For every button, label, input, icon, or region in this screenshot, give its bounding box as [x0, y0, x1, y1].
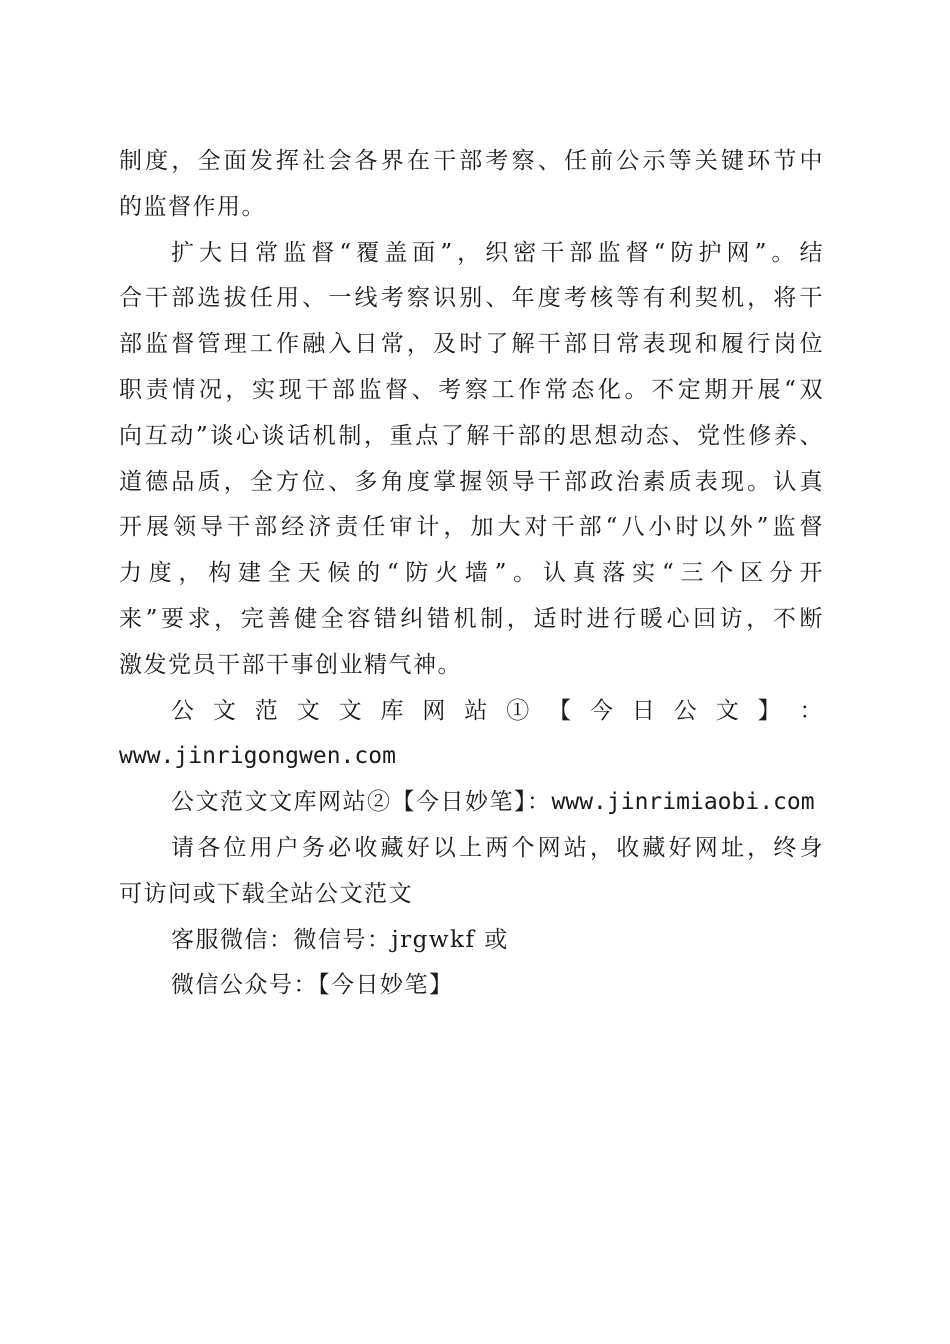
paragraph-2-line-3: 部监督管理工作融入日常，及时了解干部日常表现和履行岗位: [119, 331, 824, 358]
paragraph-2-line-9: 来”要求，完善健全容错纠错机制，适时进行暖心回访，不断: [119, 605, 824, 632]
notice-line-1: 请各位用户务必收藏好以上两个网站，收藏好网址，终身: [171, 834, 824, 861]
paragraph-2-line-10: 激发党员干部干事创业精气神。: [119, 651, 462, 678]
service-official-account-line: 微信公众号：【今日妙笔】: [171, 972, 454, 999]
paragraph-1-line-2: 的监督作用。: [119, 193, 266, 220]
paragraph-2-line-6: 道德品质，全方位、多角度掌握领导干部政治素质表现。认真: [119, 468, 824, 495]
paragraph-2-line-7: 开展领导干部经济责任审计，加大对干部“八小时以外”监督: [119, 514, 824, 541]
site-2-url[interactable]: www.jinrimiaobi.com: [551, 789, 815, 816]
document-body: [119, 139, 824, 1009]
site-2-line: [119, 780, 824, 826]
paragraph-2-line-4: 职责情况，实现干部监督、考察工作常态化。不定期开展“双: [119, 376, 824, 403]
site-1-label: 公 文 范 文 文 库 网 站 ① 【 今 日 公 文 】 ：: [171, 697, 824, 724]
paragraph-2-line-8: 力度，构建全天候的“防火墙”。认真落实“三个区分开: [119, 560, 824, 587]
paragraph-2-line-5: 向互动”谈心谈话机制，重点了解干部的思想动态、党性修养、: [119, 422, 824, 449]
paragraph-1-line-1: 制度，全面发挥社会各界在干部考察、任前公示等关键环节中: [119, 148, 824, 174]
paragraph-2-line-1: 扩大日常监督“覆盖面”，织密干部监督“防护网”。结: [171, 239, 824, 266]
site-2-label: 公文范文文库网站②【今日妙笔】：: [171, 789, 552, 816]
paragraph-2-line-2: 合干部选拔任用、一线考察识别、年度考核等有利契机，将干: [119, 285, 824, 312]
service-wechat-line: 客服微信：微信号：jrgwkf 或: [171, 926, 509, 953]
notice-line-2: 可访问或下载全站公文范文: [119, 880, 413, 907]
site-1-url[interactable]: www.jinrigongwen.com: [119, 743, 396, 770]
